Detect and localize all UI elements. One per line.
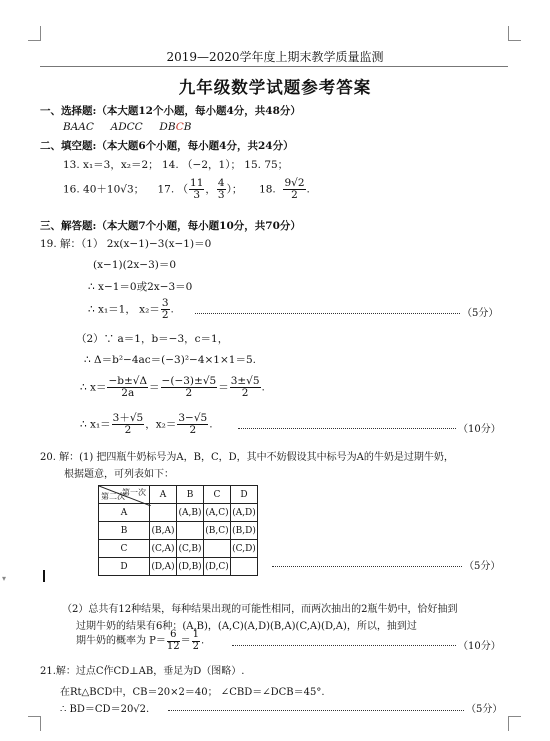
section-3-heading: 三、解答题:（本大题7个小题，每小题10分，共70分） <box>40 220 301 232</box>
q21-score: （5分） <box>466 704 503 715</box>
q20-part2-line-2: 过期牛奶的结果有6种：(A,B)，(A,C)(A,D)(B,A)(C,A)(D,A)，所以，抽到过 <box>76 621 417 632</box>
table-cell <box>231 558 258 576</box>
q21-line-3: ∴ BD＝CD＝20√2. <box>60 704 150 715</box>
table-cell: (B,D) <box>231 522 258 540</box>
q20-line-1: 20. 解：(1) 把四瓶牛奶标号为A，B，C，D，其中不妨假设其中标号为A的牛奶是过期牛奶， <box>40 452 454 463</box>
q19-part2-line-2: ∴ Δ＝b²−4ac＝(−3)²−4×1×1＝5. <box>84 354 256 366</box>
q19-part2-line-1: （2）∵ a＝1，b＝−3，c＝1， <box>76 333 229 345</box>
table-cell: (B,A) <box>150 522 177 540</box>
corner-mark-top-right <box>508 26 521 41</box>
q19-line-1: 19. 解：（1） 2x(x−1)−3(x−1)＝0 <box>40 238 212 250</box>
q20-part2-line-3: 期牛奶的概率为 P＝ $\frac{6}{12}$ ＝ $\frac{1}{2}$ . <box>76 629 205 652</box>
answer-12: B <box>183 121 192 133</box>
table-col-header: D <box>231 486 258 504</box>
table-row-header: A <box>99 504 150 522</box>
q19-formula-fraction-2: $\frac{-(-3)\pm√5}{2}$ <box>161 375 217 400</box>
q20-score-2: （10分） <box>458 641 501 652</box>
table-row-header: C <box>99 540 150 558</box>
table-cell: (C,A) <box>150 540 177 558</box>
leader-dots <box>168 710 464 711</box>
leader-dots <box>238 428 456 429</box>
table-cell: (C,B) <box>177 540 204 558</box>
corner-mark-bottom-left <box>28 716 41 731</box>
q19-line-4: ∴ x₁＝1， x₂＝ $\frac{3}{2}$ . <box>88 297 174 322</box>
answer-17-fraction-1: $\frac{11}{3}$ <box>190 177 204 202</box>
q20-probability-fraction-1: $\frac{6}{12}$ <box>166 629 180 652</box>
text-cursor <box>43 570 45 582</box>
table-cell <box>204 540 231 558</box>
q19-x2-fraction: $\frac{3}{2}$ <box>161 297 169 322</box>
answer-16: 16. 40＋10√3； <box>63 183 145 196</box>
corner-mark-top-left <box>28 26 41 41</box>
table-cell: (C,D) <box>231 540 258 558</box>
table-cell: (A,D) <box>231 504 258 522</box>
corner-label-first: 第一次 <box>122 488 146 497</box>
table-cell: (D,B) <box>177 558 204 576</box>
document-title: 九年级数学试题参考答案 <box>178 78 372 97</box>
answer-17-fraction-2: $\frac{4}{3}$ <box>217 177 225 202</box>
collapse-arrow-icon[interactable]: ▾ <box>2 574 7 583</box>
q19-part2-line-4: ∴ x₁＝ $\frac{3+√5}{2}$ ，x₂＝ $\frac{3-√5}{2}$ . <box>80 412 213 437</box>
exam-header: 2019—2020学年度上期末教学质量监测 <box>166 50 384 64</box>
answer-11: C <box>175 121 184 133</box>
leader-dots <box>272 566 462 567</box>
table-corner-cell <box>99 486 150 504</box>
table-row-header: D <box>99 558 150 576</box>
answers-16-18: 16. 40＋10√3； 17. （ $\frac{11}{3}$ ， $\frac{4}{3}$ ）； 18. $\frac{9√2}{2}$ . <box>63 177 310 202</box>
table-cell: (D,A) <box>150 558 177 576</box>
outcome-table-wrapper <box>98 485 258 576</box>
answer-18-label: 18. <box>259 183 276 196</box>
table-row <box>99 522 258 540</box>
q21-line-2: 在Rt△BCD中，CB＝20×2＝40； ∠CBD＝∠DCB＝45°. <box>60 687 325 698</box>
q19-score-2: （10分） <box>458 424 501 435</box>
header-rule <box>40 66 508 67</box>
section-1-heading: 一、选择题:（本大题12个小题，每小题4分，共48分） <box>40 105 301 117</box>
table-row <box>99 486 258 504</box>
outcome-table <box>98 485 258 576</box>
answers-13-15: 13. x₁＝3，x₂＝2； 14. （−2，1）； 15. 75； <box>63 159 289 171</box>
q20-score-1: （5分） <box>464 561 501 572</box>
q21-line-1: 21.解：过点C作CD⊥AB，垂足为D（图略）. <box>40 666 245 677</box>
section-1-answers <box>63 121 192 133</box>
q19-line-2: (x−1)(2x−3)＝0 <box>93 259 177 271</box>
corner-label-second: 第二次 <box>101 492 125 501</box>
answers-5-8: ADCC <box>110 121 143 133</box>
q19-line-3: ∴ x−1＝0或2x−3＝0 <box>88 281 193 293</box>
answers-1-4: BAAC <box>63 121 94 133</box>
table-row <box>99 558 258 576</box>
answers-9-10: DB <box>159 121 176 133</box>
q20-probability-fraction-2: $\frac{1}{2}$ <box>192 629 200 652</box>
table-row <box>99 540 258 558</box>
table-cell: (A,B) <box>177 504 204 522</box>
q19-root-fraction-2: $\frac{3-√5}{2}$ <box>178 412 208 437</box>
table-cell: (B,C) <box>204 522 231 540</box>
table-row-header: B <box>99 522 150 540</box>
table-col-header: C <box>204 486 231 504</box>
answer-17-label: 17. （ <box>157 183 189 196</box>
q19-score-1: （5分） <box>462 308 499 319</box>
corner-mark-bottom-right <box>508 716 521 731</box>
q19-formula-fraction-1: $\frac{-b\pm√\Delta}{2a}$ <box>108 375 148 400</box>
answer-18-fraction: $\frac{9√2}{2}$ <box>284 177 305 202</box>
leader-dots <box>195 313 460 314</box>
table-row <box>99 504 258 522</box>
table-cell <box>150 504 177 522</box>
q19-part2-line-3: ∴ x＝ $\frac{-b\pm√\Delta}{2a}$ ＝ $\frac{-(-3)\pm√5}{2}$ ＝ $\frac{3\pm√5}{2}$ . <box>80 375 265 400</box>
q19-formula-fraction-3: $\frac{3\pm√5}{2}$ <box>230 375 260 400</box>
leader-dots <box>232 645 456 646</box>
table-cell: (D,C) <box>204 558 231 576</box>
table-cell <box>177 522 204 540</box>
table-col-header: A <box>150 486 177 504</box>
q19-root-fraction-1: $\frac{3+√5}{2}$ <box>112 412 144 437</box>
table-col-header: B <box>177 486 204 504</box>
q20-part2-line-1: （2）总共有12种结果，每种结果出现的可能性相同，而两次抽出的2瓶牛奶中，恰好抽到 <box>62 604 458 615</box>
q20-line-2: 根据题意，可列表如下： <box>64 469 174 480</box>
section-2-heading: 二、填空题:（本大题6个小题，每小题4分，共24分） <box>40 140 294 152</box>
table-cell: (A,C) <box>204 504 231 522</box>
